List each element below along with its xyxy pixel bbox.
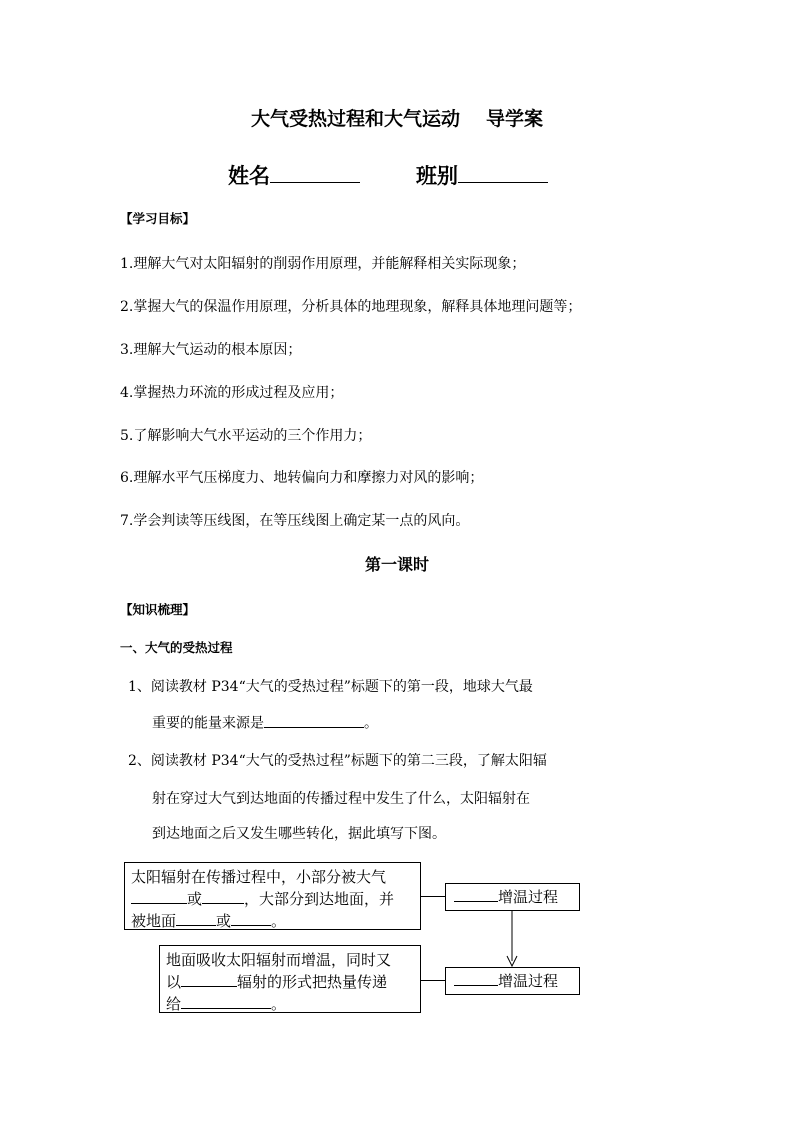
knowledge-heading: 【知识梳理】 — [120, 602, 196, 617]
box1-blank-2[interactable] — [202, 888, 244, 904]
box2-line-2: 以 辐射的形式把热量传递 — [166, 973, 388, 991]
process-2-blank[interactable] — [454, 970, 498, 986]
box2-blank-1[interactable] — [181, 971, 237, 987]
objective-item: 6.理解水平气压梯度力、地转偏向力和摩擦力对风的影响； — [120, 470, 484, 486]
section-subheading: 一、大气的受热过程 — [120, 640, 233, 655]
box2-line-1: 地面吸收太阳辐射而增温，同时又 — [166, 951, 392, 969]
question-1-end: 。 — [364, 715, 378, 732]
question-2-line-1: 2、阅读教材 P34“大气的受热过程”标题下的第二三段，了解太阳辐 — [128, 753, 547, 769]
ground-radiation-box — [159, 945, 421, 1013]
box1-blank-3[interactable] — [176, 910, 216, 926]
box1-blank-1[interactable] — [131, 888, 187, 904]
question-2-line-2: 射在穿过大气到达地面的传播过程中发生了什么，太阳辐射在 — [152, 791, 530, 807]
name-field[interactable] — [270, 160, 360, 183]
process-box-2 — [445, 967, 580, 995]
objective-item: 2.掌握大气的保温作用原理，分析具体的地理现象，解释具体地理问题等； — [120, 299, 582, 315]
box2-blank-2[interactable] — [181, 993, 271, 1009]
class-field[interactable] — [458, 160, 548, 183]
connector-line-1 — [421, 896, 445, 897]
question-1-line-1: 1、阅读教材 P34“大气的受热过程”标题下的第一段，地球大气最 — [128, 679, 533, 695]
name-label: 姓名 — [228, 163, 270, 189]
down-arrow-icon — [504, 911, 520, 967]
connector-line-2 — [421, 980, 445, 981]
process-2-label: 增温过程 — [498, 972, 559, 990]
question-1-line-2 — [152, 712, 378, 733]
box1-line-3: 被地面 或 。 — [131, 912, 287, 930]
solar-radiation-box — [124, 862, 421, 930]
name-class-row — [228, 160, 548, 190]
question-1-text: 重要的能量来源是 — [152, 715, 264, 732]
objective-item: 3.理解大气运动的根本原因； — [120, 342, 302, 358]
process-1-blank[interactable] — [454, 886, 498, 902]
objective-item: 4.掌握热力环流的形成过程及应用； — [120, 385, 344, 401]
page-title — [0, 104, 794, 131]
objective-item: 7.学会判读等压线图，在等压线图上确定某一点的风向。 — [120, 513, 470, 529]
box1-blank-4[interactable] — [231, 910, 271, 926]
process-1-label: 增温过程 — [498, 888, 559, 906]
energy-source-blank[interactable] — [264, 712, 364, 728]
box2-line-3: 给 。 — [166, 995, 287, 1013]
title-suffix: 导学案 — [486, 108, 544, 130]
objective-item: 1.理解大气对太阳辐射的削弱作用原理，并能解释相关实际现象； — [120, 256, 526, 272]
title-main: 大气受热过程和大气运动 — [250, 108, 460, 130]
class-label: 班别 — [416, 163, 458, 189]
objective-item: 5.了解影响大气水平运动的三个作用力； — [120, 428, 372, 444]
box1-line-2: 或 ，大部分到达地面，并 — [131, 888, 420, 910]
process-box-1 — [445, 883, 580, 911]
box1-line-1: 太阳辐射在传播过程中，小部分被大气 — [131, 868, 387, 886]
lesson-title: 第一课时 — [364, 555, 429, 574]
objectives-heading: 【学习目标】 — [120, 211, 196, 226]
question-2-line-3: 到达地面之后又发生哪些转化，据此填写下图。 — [152, 826, 446, 842]
